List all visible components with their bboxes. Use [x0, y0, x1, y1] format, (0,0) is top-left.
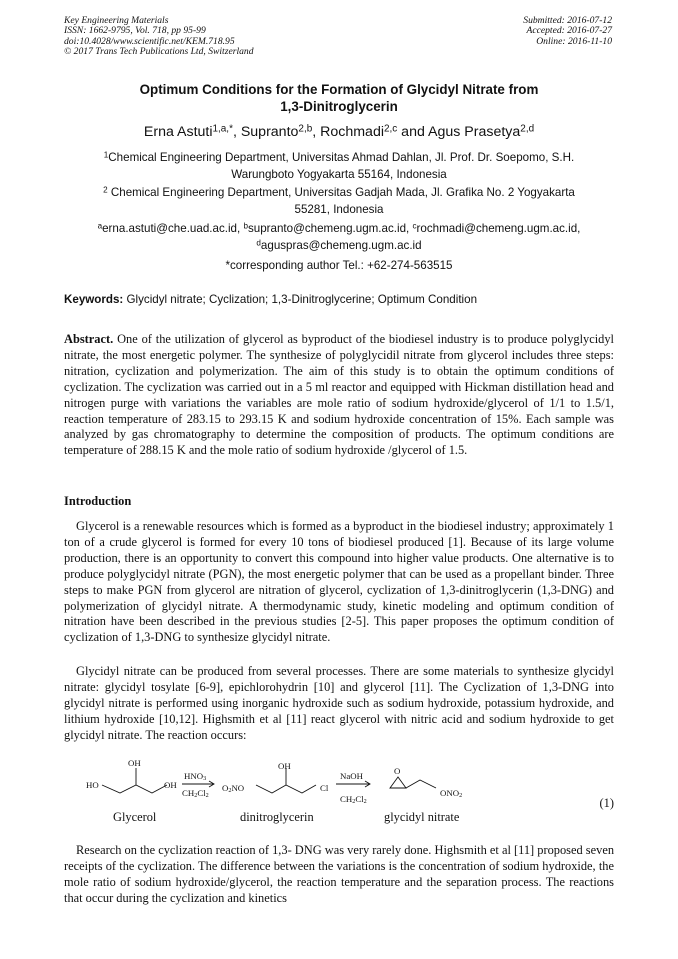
section-heading-introduction: Introduction [64, 494, 132, 508]
intro-paragraph-1 [64, 519, 614, 646]
reagent-naoh: NaOH [340, 771, 363, 781]
abstract-label: Abstract. [64, 332, 114, 346]
affiliation-line: Warungboto Yogyakarta 55164, Indonesia [231, 167, 447, 181]
atom-o: O [394, 766, 401, 776]
author-affiliation-sup: 2,c [383, 123, 398, 135]
atom-o2no: $O_2NO$ [222, 783, 245, 795]
author-and: and [397, 124, 429, 140]
author-affiliation-sup: 1,a,* [212, 123, 233, 135]
intro-paragraph-3 [64, 843, 614, 907]
paper-title [64, 81, 614, 115]
atom-ho: HO [86, 780, 99, 790]
author-name: Erna Astuti [143, 124, 213, 140]
epoxide-ring [390, 777, 406, 788]
keywords-label: Keywords: [64, 293, 124, 306]
reagent-ch2cl2: $CH_2Cl_2$ [182, 788, 209, 800]
email-sup: d [256, 237, 261, 247]
accepted-date: Accepted: 2016-07-27 [526, 25, 612, 37]
author-affiliation-sup: 2,b [298, 123, 313, 135]
atom-ono2: $ONO_2$ [440, 788, 463, 800]
journal-doi[interactable]: doi:10.4028/www.scientific.net/KEM.718.95 [64, 35, 235, 47]
journal-copyright: © 2017 Trans Tech Publications Ltd, Switzerland [64, 46, 254, 58]
paragraph-text: Glycerol is a renewable resources which is formed as a byproduct in the biodiesel industry; approximately 1 ton of a crude glycerol is formed for every 10 tons of biodiesel produced [1]. Because of its large volume production, there is an opportunity to convert this compound into higher value products. One alternative is to produce polyglycidyl nitrate (PGN), the most energetic polymer that can be used as a propellant binder. Three steps to make PGN from glycerol are nitration of glycerol, cyclization of 1,3-dinitroglycerin (1,3-DNG) and polymerization of glycidyl nitrate. A thermodynamic study, kinetic modeling and optimum condition of nitration have been described in the previous studies [2-5]. This paper proposes the optimum condition of cyclization of 1,3-DNG to synthesize glycidyl nitrate. [64, 519, 614, 645]
atom-oh: OH [164, 780, 177, 790]
atom-cl: Cl [320, 783, 329, 793]
atom-oh: OH [128, 758, 141, 768]
paragraph-text: Glycidyl nitrate can be produced from several processes. There are some materials to synthesize glycidyl nitrate: glycidyl tosylate [6-9], epichlorohydrin [10] and glycerol [11]. The Cyclization of 1,3-DNG into glycidyl nitrate is performed using inorganic hydroxide such as sodium hydroxide, potassium hydroxide, and lithium hydroxide [10,12]. Highsmith et al [11] react glycerol with nitric acid and sodium hydroxide to get glycidyl nitrate. The reaction occurs: [64, 664, 614, 742]
email-link[interactable]: supranto@chemeng.ugm.ac.id, [247, 222, 413, 235]
author-affiliation-sup: 2,d [520, 123, 535, 135]
journal-issn: ISSN: 1662-9795, Vol. 718, pp 95-99 [64, 25, 206, 37]
atom-oh: OH [278, 761, 291, 771]
reagent-ch2cl2: $CH_2Cl_2$ [340, 794, 367, 806]
affiliation-1 [64, 150, 614, 183]
keywords-text: Glycidyl nitrate; Cyclization; 1,3-Dinitroglycerine; Optimum Condition [123, 293, 478, 306]
affiliation-line: Chemical Engineering Department, Universitas Gadjah Mada, Jl. Grafika No. 2 Yogyakarta [107, 186, 575, 199]
glycerol-bonds [102, 785, 167, 793]
abstract-text: One of the utilization of glycerol as byproduct of the biodiesel industry is to produce polyglycidyl nitrate, the most energetic polymer. The synthesize of polyglycidil nitrate from glycerol includes three steps: nitration, cyclization and polymerization. The aim of this study is to obtain the optimum conditions of cyclization. The cyclization was carried out in a 5 ml reactor and equipped with Hickman distillation head and nitrogen purge with variations the variables are mole ratio of sodium hydroxide/glycerol of 1/1 to 1.5/1, reaction temperature of 283.15 to 293.15 K and sodium hydroxide concentration of 15%. Each sample was analyzed by gas chromatography to determine the composition of products. The optimum conditions are temperature of 288.15 K and the mole ratio of sodium hydroxide /glycerol of 1.5. [64, 332, 624, 458]
reaction-scheme [64, 758, 614, 830]
molecule-label-dinitroglycerin: dinitroglycerin [240, 810, 314, 824]
glycidyl-chain-bonds [406, 780, 436, 788]
author-name: Agus Prasetya [428, 124, 521, 140]
molecule-label-glycerol: Glycerol [113, 810, 157, 824]
submitted-date: Submitted: 2016-07-12 [523, 15, 612, 26]
email-list [64, 221, 614, 254]
affiliation-2 [64, 185, 614, 218]
email-link[interactable]: aguspras@chemeng.ugm.ac.id [260, 238, 422, 252]
molecule-label-glycidyl-nitrate: glycidyl nitrate [384, 810, 460, 824]
author-name: Rochmadi [320, 124, 384, 140]
journal-name: Key Engineering Materials [64, 15, 169, 26]
author-list [64, 124, 614, 140]
email-link[interactable]: erna.astuti@che.uad.ac.id, [102, 222, 244, 235]
affiliation-line: Chemical Engineering Department, Universitas Ahmad Dahlan, Jl. Prof. Dr. Soepomo, S.H. [108, 151, 575, 164]
abstract [64, 332, 624, 459]
author-separator: , [232, 124, 241, 140]
email-sup: b [243, 221, 248, 231]
email-link[interactable]: rochmadi@chemeng.ugm.ac.id, [416, 222, 581, 235]
online-date: Online: 2016-11-10 [536, 35, 612, 47]
author-name: Supranto [240, 124, 299, 140]
title-line-1: Optimum Conditions for the Formation of Glycidyl Nitrate from [139, 82, 539, 97]
affiliation-number: 2 [103, 185, 108, 195]
corresponding-author: *corresponding author Tel.: +62-274-563515 [225, 259, 453, 272]
email-sup: c [412, 221, 417, 231]
journal-header-left [64, 16, 254, 58]
journal-header-right [523, 16, 612, 47]
affiliation-number: 1 [103, 150, 109, 160]
equation-number: (1) [599, 796, 614, 810]
affiliation-line: 55281, Indonesia [294, 202, 384, 216]
title-line-2: 1,3-Dinitroglycerin [280, 99, 398, 114]
paragraph-text: Research on the cyclization reaction of 1,3- DNG was very rarely done. Highsmith et al [11] proposed seven receipts of the cyclization. The difference between the variations is the concentration of sodium hydroxide, the mole ratio of sodium hydroxide/glycerol, the reaction temperature and the separation process. The reactions that occur during the cyclization and kinetics [64, 843, 615, 905]
keywords [64, 293, 614, 306]
dinitroglycerin-bonds [256, 785, 316, 793]
email-sup: a [97, 221, 103, 231]
reagent-hno3: $HNO_3$ [184, 771, 207, 783]
intro-paragraph-2 [64, 664, 614, 744]
author-separator: , [312, 124, 321, 140]
